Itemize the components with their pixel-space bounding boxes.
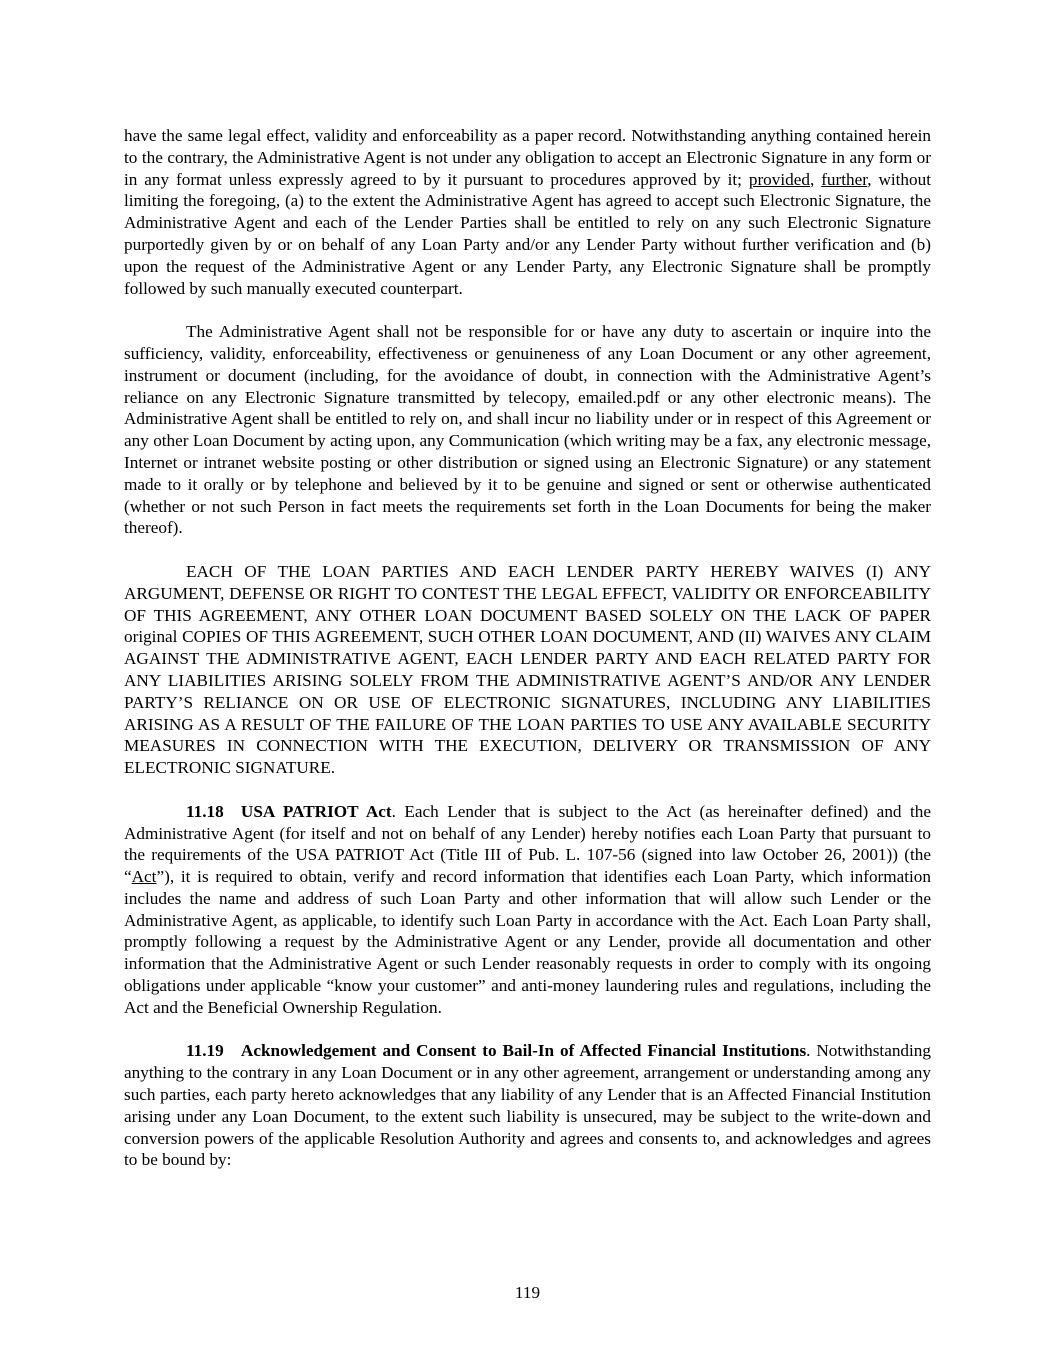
section-11-18-heading: 11.18 USA PATRIOT Act <box>186 801 392 821</box>
act-defined-term: Act <box>131 867 157 887</box>
page-body <box>124 125 931 1171</box>
section-11-19-heading: 11.19 Acknowledgement and Consent to Bail-In of Affected Financial Institutions <box>186 1041 807 1061</box>
section-11-19: 11.19 Acknowledgement and Consent to Bail-In of Affected Financial Institutions. Notwithstanding anything to the contrary in any Loan Document or in any other agreement, arrangement or understanding among any such parties, each party hereto acknowledges that any liability of any Lender that is an Affected Financial Institution arising under any Loan Document, to the extent such liability is unsecured, may be subject to the write-down and conversion powers of the applicable Resolution Authority and agrees and consents to, and acknowledges and agrees to be bound by: <box>124 1041 931 1170</box>
further-term: further <box>821 169 868 189</box>
section-11-18: 11.18 USA PATRIOT Act. Each Lender that is subject to the Act (as hereinafter defined) and the Administrative Agent (for itself and not on behalf of any Lender) hereby notifies each Loan Party that pursuant to the requirements of the USA PATRIOT Act (Title III of Pub. L. 107-56 (signed into law October 26, 2001)) (the “Act”), it is required to obtain, verify and record information that identifies each Loan Party, which information includes the name and address of such Loan Party and other information that will allow such Lender or the Administrative Agent, as applicable, to identify such Loan Party in accordance with the Act. Each Loan Party shall, promptly following a request by the Administrative Agent or any Lender, provide all documentation and other information that the Administrative Agent or such Lender reasonably requests in order to comply with its ongoing obligations under applicable “know your customer” and anti-money laundering rules and regulations, including the Act and the Beneficial Ownership Regulation. <box>124 801 931 1017</box>
paragraph-electronic-signature-effect: have the same legal effect, validity and enforceability as a paper record. Notwithstanding anything contained herein to the contrary, the Administrative Agent is not under any obligation to accept an Electronic Signature in any form or in any format unless expressly agreed to by it pursuant to procedures approved by it; provided, further, without limiting the foregoing, (a) to the extent the Administrative Agent has agreed to accept such Electronic Signature, the Administrative Agent and each of the Lender Parties shall be entitled to rely on any such Electronic Signature purportedly given by or on behalf of any Loan Party and/or any Lender Party without further verification and (b) upon the request of the Administrative Agent or any Lender Party, any Electronic Signature shall be promptly followed by such manually executed counterpart. <box>124 126 931 298</box>
paragraph-agent-responsibility: The Administrative Agent shall not be responsible for or have any duty to ascertain or inquire into the sufficiency, validity, enforceability, effectiveness or genuineness of any Loan Document or any other agreement, instrument or document (including, for the avoidance of doubt, in connection with the Administrative Agent’s reliance on any Electronic Signature transmitted by telecopy, emailed.pdf or any other electronic means). The Administrative Agent shall be entitled to rely on, and shall incur no liability under or in respect of this Agreement or any other Loan Document by acting upon, any Communication (which writing may be a fax, any electronic message, Internet or intranet website posting or other distribution or signed using an Electronic Signature) or any statement made to it orally or by telephone and believed by it to be genuine and signed or sent or otherwise authenticated (whether or not such Person in fact meets the requirements set forth in the Loan Documents for being the maker thereof). <box>124 322 931 538</box>
provided-term: provided <box>748 169 810 189</box>
page-number: 119 <box>514 1283 541 1302</box>
paragraph-waiver: EACH OF THE LOAN PARTIES AND EACH LENDER PARTY HEREBY WAIVES (I) ANY ARGUMENT, DEFENSE OR RIGHT TO CONTEST THE LEGAL EFFECT, VALIDITY OR ENFORCEABILITY OF THIS AGREEMENT, ANY OTHER LOAN DOCUMENT BASED SOLELY ON THE LACK OF PAPER original COPIES OF THIS AGREEMENT, SUCH OTHER LOAN DOCUMENT, AND (II) WAIVES ANY CLAIM AGAINST THE ADMINISTRATIVE AGENT, EACH LENDER PARTY AND EACH RELATED PARTY FOR ANY LIABILITIES ARISING SOLELY FROM THE ADMINISTRATIVE AGENT’S AND/OR ANY LENDER PARTY’S RELIANCE ON OR USE OF ELECTRONIC SIGNATURES, INCLUDING ANY LIABILITIES ARISING AS A RESULT OF THE FAILURE OF THE LOAN PARTIES TO USE ANY AVAILABLE SECURITY MEASURES IN CONNECTION WITH THE EXECUTION, DELIVERY OR TRANSMISSION OF ANY ELECTRONIC SIGNATURE. <box>124 561 931 778</box>
